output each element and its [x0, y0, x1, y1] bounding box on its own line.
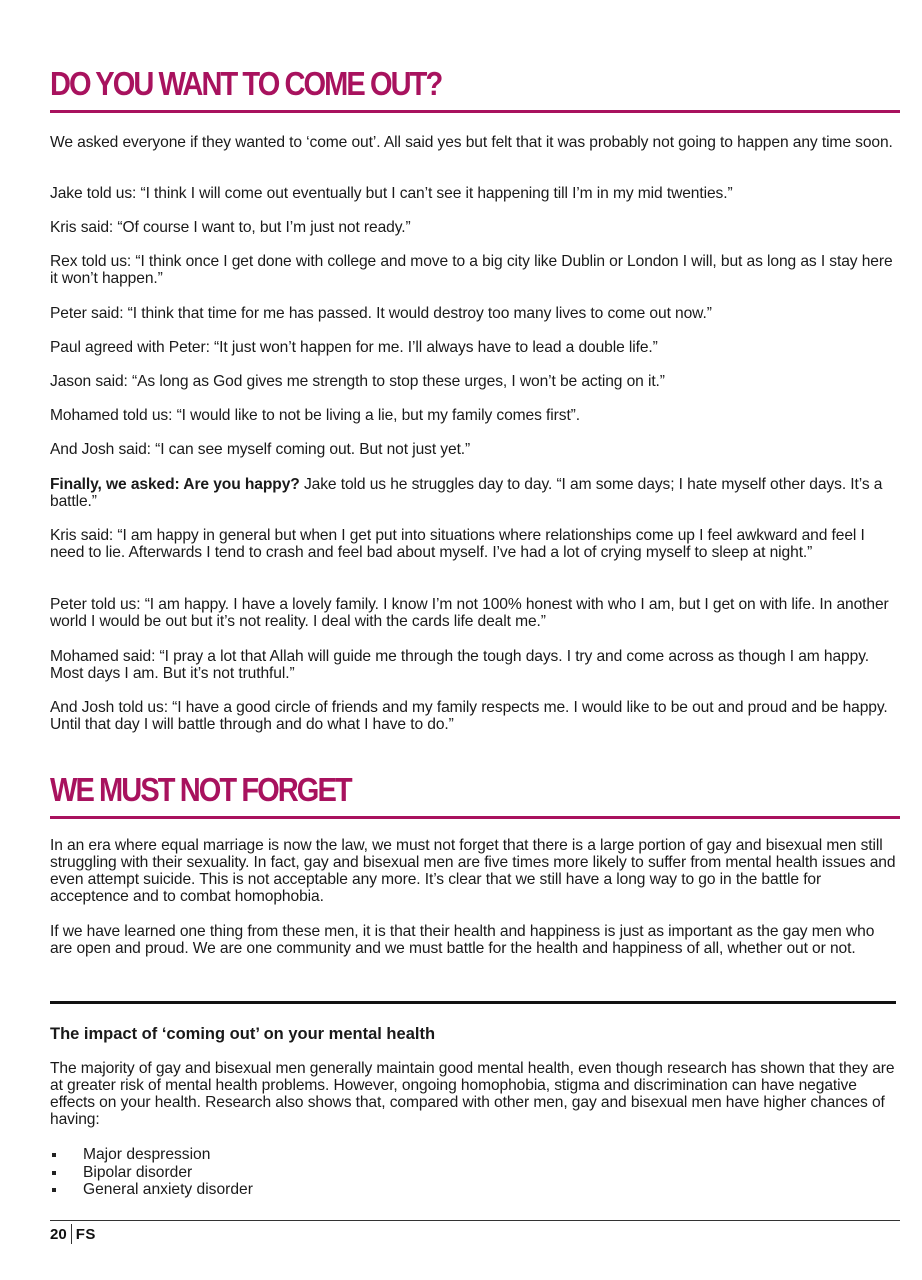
subhead-mental-health: The impact of ‘coming out’ on your mental health: [50, 1025, 436, 1043]
paragraph: Mohamed said: “I pray a lot that Allah will guide me through the tough days. I try and come across as though I am happy. Most days I am. But it’s not truthful.”: [50, 648, 869, 682]
section-title-come-out: DO YOU WANT TO COME OUT?: [50, 65, 442, 102]
section-come-out: [50, 66, 495, 102]
bullet-list: [50, 1146, 900, 1199]
title-rule: [50, 110, 900, 113]
footer-rule: [50, 1220, 900, 1221]
paragraph: The majority of gay and bisexual men generally maintain good mental health, even though research has shown that they are at greater risk of mental health problems. However, ongoing homophobia, stigma and discrimination can have negative effects on your health. Research also shows that, compared with other men, gay and bisexual men have higher chances of having:: [50, 1060, 895, 1128]
paragraph: If we have learned one thing from these men, it is that their health and happiness is just as important as the gay men who are open and proud. We are one community and we must battle for the health and happiness of all, whether out or not.: [50, 923, 875, 957]
paragraph: Kris said: “I am happy in general but when I get put into situations where relationships come up I feel awkward and feel I need to lie. Afterwards I tend to crash and feel bad about myself. I’ve had a lot of crying myself to sleep at night.”: [50, 527, 865, 561]
paragraph: Kris said: “Of course I want to, but I’m just not ready.”: [50, 219, 411, 236]
section-divider: [50, 1001, 896, 1004]
paragraph: In an era where equal marriage is now the law, we must not forget that there is a large portion of gay and bisexual men still struggling with their sexuality. In fact, gay and bisexual men are five times more likely to suffer from mental health issues and even attempt suicide. This is not acceptable any more. It’s clear that we still have a long way to go in the battle for acceptence and to combat homophobia.: [50, 837, 896, 905]
list-item: Bipolar disorder: [50, 1164, 900, 1182]
footer-row: [50, 1223, 900, 1245]
happy-rest: Jake told us he struggles day to day. “I am some days; I hate myself other days. It’s a battle.”: [50, 476, 883, 510]
footer-separator: [71, 1224, 72, 1244]
paragraph: Jason said: “As long as God gives me strength to stop these urges, I won’t be acting on it.”: [50, 373, 665, 390]
paragraph-happy: [50, 476, 900, 510]
happy-lead: Finally, we asked: Are you happy?: [50, 476, 300, 493]
paragraph: Paul agreed with Peter: “It just won’t happen for me. I’ll always have to lead a double life.”: [50, 339, 658, 356]
paragraph: And Josh said: “I can see myself coming out. But not just yet.”: [50, 441, 471, 458]
section-must-not-forget: [50, 772, 392, 808]
title-rule: [50, 816, 900, 819]
page-footer: [50, 1220, 900, 1245]
list-item: General anxiety disorder: [50, 1181, 900, 1199]
list-item: Major despression: [50, 1146, 900, 1164]
paragraph: Peter said: “I think that time for me has passed. It would destroy too many lives to come out now.”: [50, 305, 712, 322]
section-title-must-not-forget: WE MUST NOT FORGET: [50, 771, 351, 808]
paragraph: We asked everyone if they wanted to ‘come out’. All said yes but felt that it was probably not going to happen any time soon.: [50, 134, 893, 151]
paragraph: And Josh told us: “I have a good circle of friends and my family respects me. I would like to be out and proud and be happy. Until that day I will battle through and do what I have to do.”: [50, 699, 888, 733]
page-number: 20: [50, 1225, 67, 1243]
paragraph: Jake told us: “I think I will come out eventually but I can’t see it happening till I’m in my mid twenties.”: [50, 185, 733, 202]
paragraph: Peter told us: “I am happy. I have a lovely family. I know I’m not 100% honest with who I am, but I get on with life. In another world I would be out but it’s not reality. I deal with the cards life dealt me.”: [50, 596, 889, 630]
fs-logo: FS: [75, 1225, 96, 1243]
paragraph: Mohamed told us: “I would like to not be living a lie, but my family comes first”.: [50, 407, 580, 424]
paragraph: Rex told us: “I think once I get done with college and move to a big city like Dublin or London I will, but as long as I stay here it won’t happen.”: [50, 253, 893, 287]
